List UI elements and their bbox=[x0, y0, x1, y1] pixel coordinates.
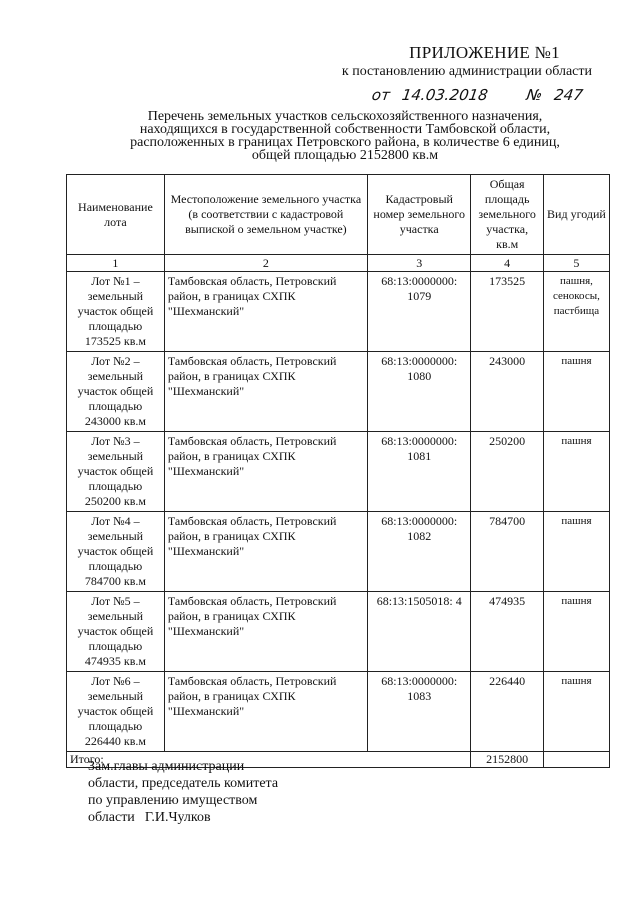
land-plots-table bbox=[66, 174, 610, 768]
lot-land-type: пашня bbox=[543, 512, 609, 592]
col-number: 3 bbox=[367, 255, 471, 272]
col-number: 5 bbox=[543, 255, 609, 272]
signature-line: Зам.главы администрации bbox=[88, 759, 245, 774]
lot-land-type: пашня, сенокосы, пастбища bbox=[543, 272, 609, 352]
lot-location: Тамбовская область, Петровский район, в границах СХПК "Шехманский" bbox=[164, 512, 367, 592]
lot-area: 243000 bbox=[471, 352, 543, 432]
lot-cadastral: 68:13:0000000: 1081 bbox=[367, 432, 471, 512]
header-area: Общая площадь земельного участка, кв.м bbox=[471, 175, 543, 255]
header-lot: Наименование лота bbox=[67, 175, 165, 255]
column-number-row bbox=[67, 255, 610, 272]
table-row bbox=[67, 352, 610, 432]
col-number: 2 bbox=[164, 255, 367, 272]
col-number: 1 bbox=[67, 255, 165, 272]
number-prefix: № bbox=[525, 86, 544, 104]
header-land-type: Вид угодий bbox=[543, 175, 609, 255]
document-title bbox=[80, 110, 610, 162]
table-row bbox=[67, 672, 610, 752]
lot-name: Лот №4 – земельный участок общей площадью 784700 кв.м bbox=[67, 512, 165, 592]
table-row bbox=[67, 432, 610, 512]
title-line: расположенных в границах Петровского района, в количестве 6 единиц, bbox=[130, 135, 560, 150]
decree-reference: к постановлению администрации области bbox=[341, 64, 592, 79]
signature-block bbox=[88, 758, 278, 826]
signature-line: по управлению имуществом bbox=[88, 793, 258, 808]
lot-location: Тамбовская область, Петровский район, в границах СХПК "Шехманский" bbox=[164, 272, 367, 352]
title-line: общей площадью 2152800 кв.м bbox=[251, 148, 439, 163]
lot-name: Лот №2 – земельный участок общей площадью 243000 кв.м bbox=[67, 352, 165, 432]
table-row bbox=[67, 512, 610, 592]
total-empty-cell bbox=[543, 752, 609, 768]
total-area: 2152800 bbox=[471, 752, 543, 768]
lot-location: Тамбовская область, Петровский район, в границах СХПК "Шехманский" bbox=[164, 352, 367, 432]
title-line: Перечень земельных участков сельскохозяйственного назначения, bbox=[147, 109, 543, 124]
decree-date-number bbox=[371, 86, 596, 104]
lot-land-type: пашня bbox=[543, 432, 609, 512]
lot-name: Лот №5 – земельный участок общей площадью 474935 кв.м bbox=[67, 592, 165, 672]
lot-area: 226440 bbox=[471, 672, 543, 752]
title-line: находящихся в государственной собственности Тамбовской области, bbox=[139, 122, 551, 137]
header-cadastral: Кадастровый номер земельного участка bbox=[367, 175, 471, 255]
decree-date: 14.03.2018 bbox=[400, 86, 490, 104]
lot-land-type: пашня bbox=[543, 352, 609, 432]
lot-cadastral: 68:13:0000000: 1082 bbox=[367, 512, 471, 592]
lot-area: 784700 bbox=[471, 512, 543, 592]
lot-area: 250200 bbox=[471, 432, 543, 512]
date-prefix: от bbox=[370, 86, 392, 104]
lot-location: Тамбовская область, Петровский район, в границах СХПК "Шехманский" bbox=[164, 592, 367, 672]
table-row bbox=[67, 592, 610, 672]
lot-land-type: пашня bbox=[543, 672, 609, 752]
lot-name: Лот №6 – земельный участок общей площадью 226440 кв.м bbox=[67, 672, 165, 752]
lot-cadastral: 68:13:0000000: 1079 bbox=[367, 272, 471, 352]
lot-cadastral: 68:13:0000000: 1083 bbox=[367, 672, 471, 752]
lot-area: 474935 bbox=[471, 592, 543, 672]
signatory-name: Г.И.Чулков bbox=[144, 810, 211, 825]
signature-line: области, председатель комитета bbox=[88, 776, 279, 791]
appendix-title: ПРИЛОЖЕНИЕ №1 bbox=[409, 43, 560, 62]
lot-cadastral: 68:13:0000000: 1080 bbox=[367, 352, 471, 432]
table-row bbox=[67, 272, 610, 352]
table-header-row bbox=[67, 175, 610, 255]
decree-number: 247 bbox=[552, 86, 585, 104]
lot-cadastral: 68:13:1505018: 4 bbox=[367, 592, 471, 672]
header-location: Местоположение земельного участка (в соответствии с кадастровой выпиской о земельном участке) bbox=[164, 175, 367, 255]
lot-area: 173525 bbox=[471, 272, 543, 352]
lot-location: Тамбовская область, Петровский район, в границах СХПК "Шехманский" bbox=[164, 432, 367, 512]
lot-location: Тамбовская область, Петровский район, в границах СХПК "Шехманский" bbox=[164, 672, 367, 752]
col-number: 4 bbox=[471, 255, 543, 272]
signature-line: области bbox=[88, 810, 135, 825]
total-label: Итого: bbox=[67, 752, 471, 768]
lot-name: Лот №1 – земельный участок общей площадью 173525 кв.м bbox=[67, 272, 165, 352]
lot-land-type: пашня bbox=[543, 592, 609, 672]
signature-last-line bbox=[88, 809, 278, 826]
lot-name: Лот №3 – земельный участок общей площадью 250200 кв.м bbox=[67, 432, 165, 512]
